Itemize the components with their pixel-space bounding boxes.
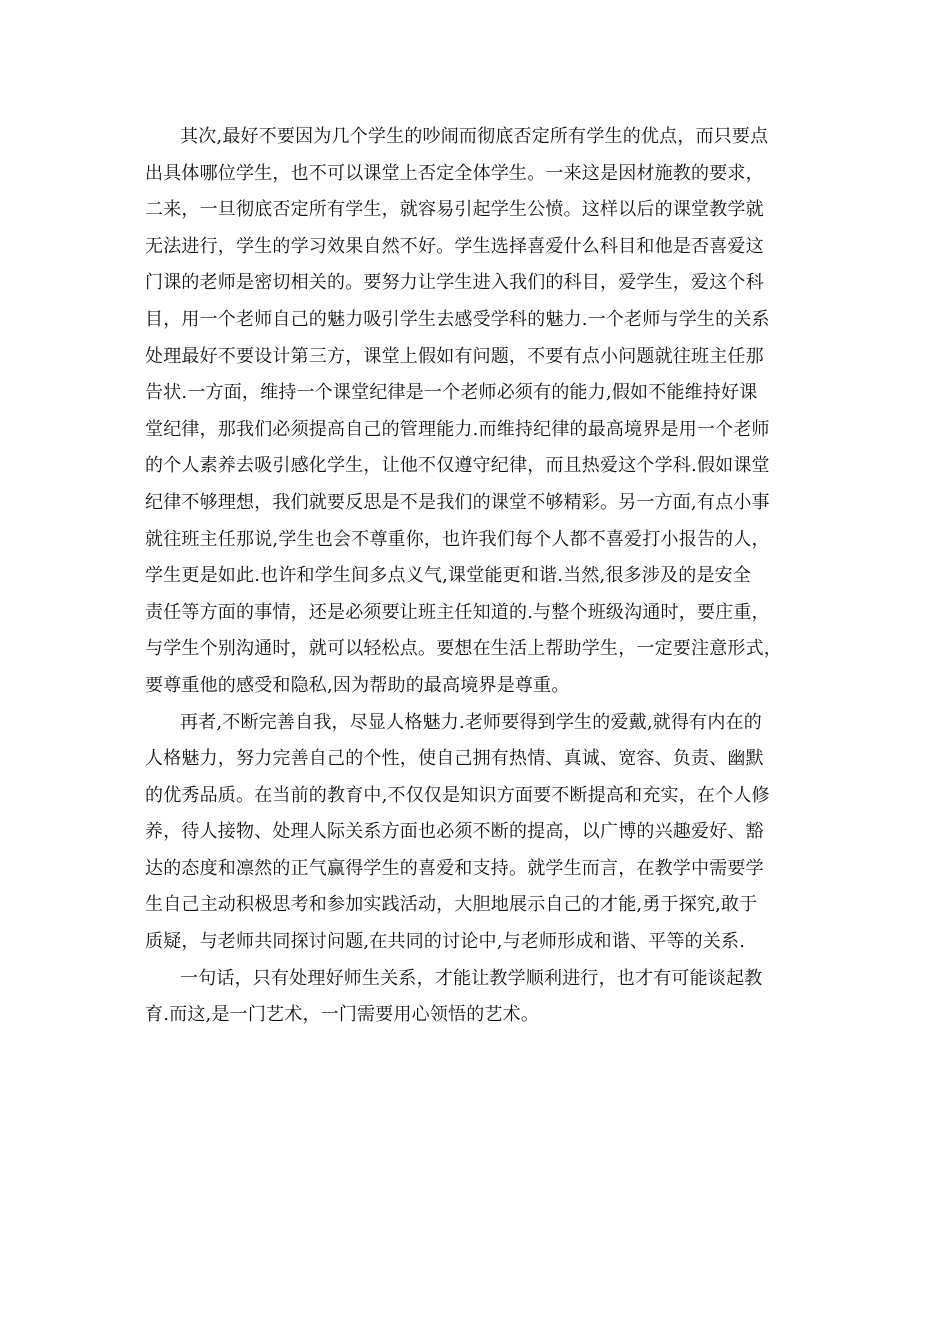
paragraph-1 [145, 119, 805, 705]
text-line: 人格魅力，努力完善自己的个性，使自己拥有热情、真诚、宽容、负责、幽默 [145, 748, 764, 770]
text-line: 一句话，只有处理好师生关系，才能让教学顺利进行，也才有可能谈起教 [180, 967, 763, 989]
paragraph-2 [145, 705, 805, 961]
text-line: 目，用一个老师自己的魅力吸引学生去感受学科的魅力.一个老师与学生的关系 [145, 308, 770, 330]
text-line: 责任等方面的事情，还是必须要让班主任知道的.与整个班级沟通时，要庄重， [145, 601, 770, 623]
text-line: 处理最好不要设计第三方，课堂上假如有问题，不要有点小问题就往班主任那 [145, 345, 764, 367]
text-line: 门课的老师是密切相关的。要努力让学生进入我们的科目，爱学生，爱这个科 [145, 272, 764, 294]
text-line: 养，待人接物、处理人际关系方面也必须不断的提高，以广博的兴趣爱好、豁 [145, 821, 764, 843]
text-line: 达的态度和凛然的正气赢得学生的喜爱和支持。就学生而言，在教学中需要学 [145, 857, 764, 879]
document-body [145, 119, 805, 1034]
text-line: 再者,不断完善自我，尽显人格魅力.老师要得到学生的爱戴,就得有内在的 [180, 711, 762, 733]
text-line: 学生更是如此.也许和学生间多点义气,课堂能更和谐.当然,很多涉及的是安全 [145, 565, 752, 587]
text-line: 的优秀品质。在当前的教育中,不仅仅是知识方面要不断提高和充实，在个人修 [145, 784, 770, 806]
paragraph-3 [145, 961, 805, 1034]
text-line: 要尊重他的感受和隐私,因为帮助的最高境界是尊重。 [145, 674, 570, 696]
text-line: 堂纪律，那我们必须提高自己的管理能力.而维持纪律的最高境界是用一个老师 [145, 418, 770, 440]
text-line: 就往班主任那说,学生也会不尊重你，也许我们每个人都不喜爱打小报告的人， [145, 528, 770, 550]
text-line: 生自己主动积极思考和参加实践活动，大胆地展示自己的才能,勇于探究,敢于 [145, 894, 758, 916]
text-line: 纪律不够理想，我们就要反思是不是我们的课堂不够精彩。另一方面,有点小事 [145, 491, 770, 513]
text-line: 告状.一方面，维持一个课堂纪律是一个老师必须有的能力,假如不能维持好课 [145, 382, 758, 404]
text-line: 无法进行，学生的学习效果自然不好。学生选择喜爱什么科目和他是否喜爱这 [145, 235, 764, 257]
text-line: 其次,最好不要因为几个学生的吵闹而彻底否定所有学生的优点，而只要点 [180, 126, 769, 147]
text-line: 质疑，与老师共同探讨问题,在共同的讨论中,与老师形成和谐、平等的关系. [145, 931, 746, 953]
text-line: 二来，一旦彻底否定所有学生，就容易引起学生公愤。这样以后的课堂教学就 [145, 199, 764, 221]
text-line: 育.而这,是一门艺术，一门需要用心领悟的艺术。 [145, 1004, 540, 1026]
text-line: 出具体哪位学生，也不可以课堂上否定全体学生。一来这是因材施教的要求， [145, 162, 764, 184]
text-line: 的个人素养去吸引感化学生，让他不仅遵守纪律，而且热爱这个学科.假如课堂 [145, 455, 770, 477]
text-line: 与学生个别沟通时，就可以轻松点。要想在生活上帮助学生，一定要注意形式， [145, 638, 782, 660]
